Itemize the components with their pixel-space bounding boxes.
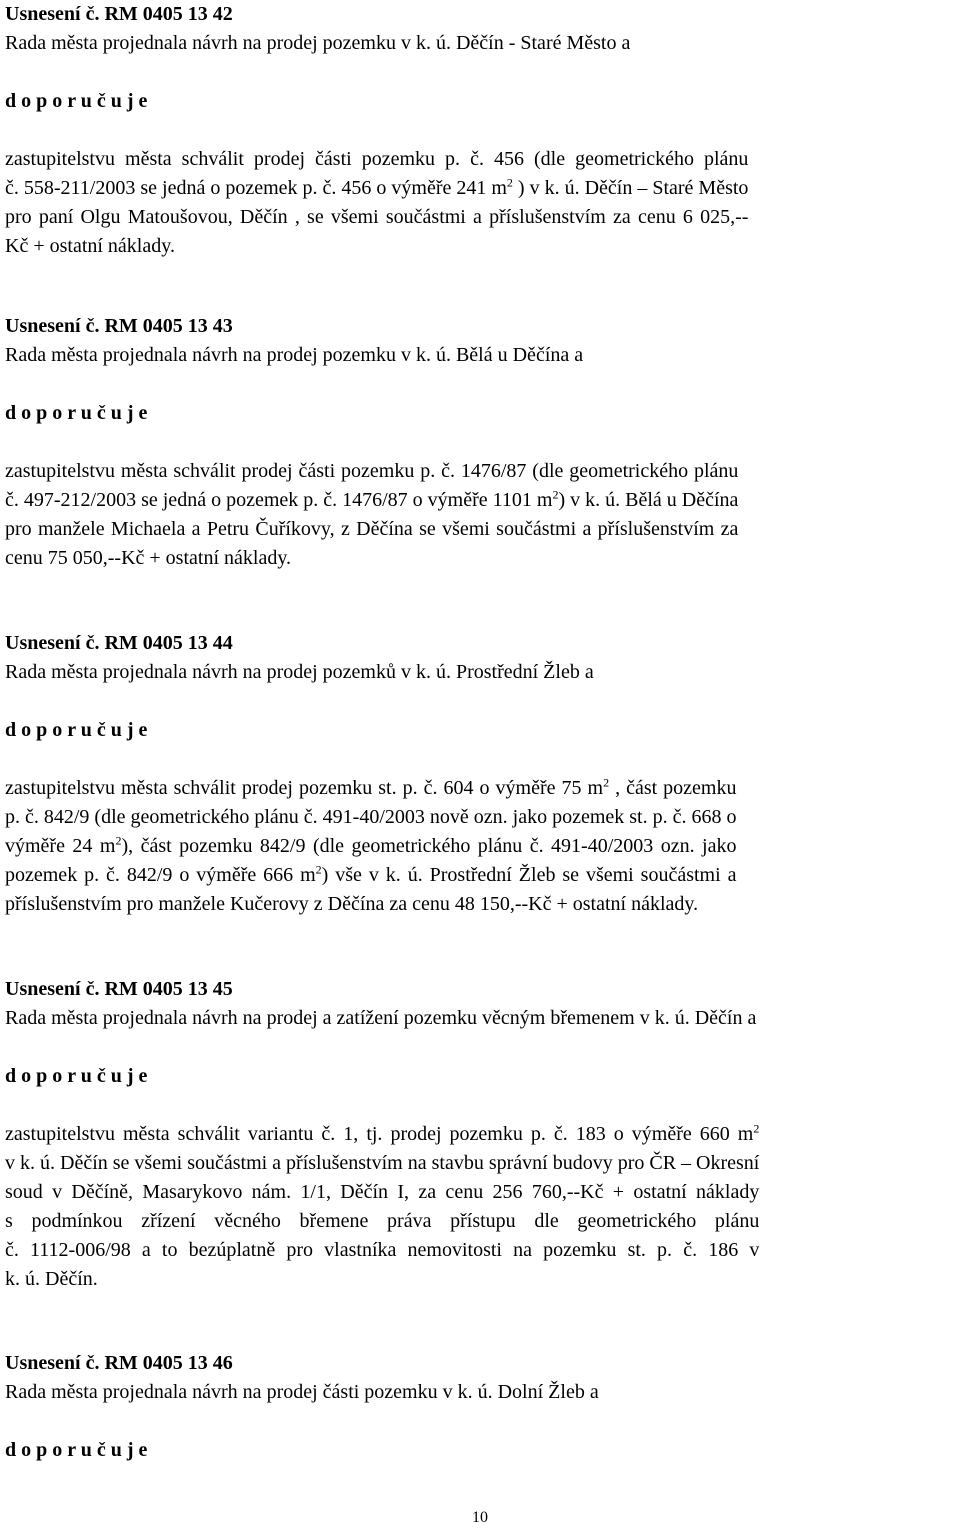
body-line: p. č. 842/9 (dle geometrického plánu č. 491-40/2003 nově ozn. jako pozemek st. p. č. 668 o — [5, 806, 737, 828]
body-line: v k. ú. Děčín se všemi součástmi a příslušenstvím na stavbu správní budovy pro ČR – Okresní — [5, 1152, 760, 1174]
resolution-46 — [5, 1349, 599, 1465]
body-line: soud v Děčíně, Masarykovo nám. 1/1, Děčín I, za cenu 256 760,--Kč + ostatní náklady — [5, 1181, 760, 1203]
resolution-intro: Rada města projednala návrh na prodej pozemku v k. ú. Děčín - Staré Město a — [5, 32, 631, 54]
body-line: příslušenstvím pro manžele Kučerovy z Děčína za cenu 48 150,--Kč + ostatní náklady. — [5, 893, 699, 915]
recommend-label: d o p o r u č u j e — [5, 719, 148, 741]
body-line: pro manžele Michaela a Petru Čuříkovy, z Děčína se všemi součástmi a příslušenstvím za — [5, 518, 739, 540]
resolution-intro: Rada města projednala návrh na prodej pozemků v k. ú. Prostřední Žleb a — [5, 661, 594, 683]
resolution-body — [5, 774, 736, 919]
resolution-45 — [5, 975, 759, 1294]
page-number: 10 — [472, 1509, 488, 1526]
body-line: Kč + ostatní náklady. — [5, 235, 175, 257]
resolution-43 — [5, 312, 738, 573]
recommend-label: d o p o r u č u j e — [5, 90, 148, 112]
resolution-intro: Rada města projednala návrh na prodej a zatížení pozemku věcným břemenem v k. ú. Děčín a — [5, 1007, 757, 1029]
body-line: pro paní Olgu Matoušovou, Děčín , se všemi součástmi a příslušenstvím za cenu 6 025,-- — [5, 206, 749, 228]
resolution-heading: Usnesení č. RM 0405 13 43 — [5, 315, 233, 337]
recommend-label: d o p o r u č u j e — [5, 1439, 148, 1461]
resolution-heading: Usnesení č. RM 0405 13 42 — [5, 3, 233, 25]
resolution-44 — [5, 629, 736, 919]
body-line: cenu 75 050,--Kč + ostatní náklady. — [5, 547, 292, 569]
body-line: zastupitelstvu města schválit prodej části pozemku p. č. 1476/87 (dle geometrického plánu — [5, 460, 739, 482]
resolution-body — [5, 145, 748, 261]
resolution-body — [5, 1120, 759, 1294]
resolution-heading: Usnesení č. RM 0405 13 44 — [5, 632, 233, 654]
body-line: č. 1112-006/98 a to bezúplatně pro vlastníka nemovitosti na pozemku st. p. č. 186 v — [5, 1239, 760, 1261]
resolution-heading: Usnesení č. RM 0405 13 45 — [5, 978, 233, 1000]
recommend-label: d o p o r u č u j e — [5, 402, 148, 424]
body-line: k. ú. Děčín. — [5, 1268, 98, 1290]
body-line: s podmínkou zřízení věcného břemene práva přístupu dle geometrického plánu — [5, 1210, 760, 1232]
resolution-intro: Rada města projednala návrh na prodej části pozemku v k. ú. Dolní Žleb a — [5, 1381, 599, 1403]
body-line: výměře 24 $m^2$), část pozemku 842/9 (dle geometrického plánu č. 491-40/2003 ozn. jako — [5, 833, 737, 857]
body-line: zastupitelstvu města schválit variantu č. 1, tj. prodej pozemku p. č. 183 o výměře 660 $m^2$ — [5, 1121, 760, 1145]
resolution-body — [5, 457, 738, 573]
body-line: zastupitelstvu města schválit prodej pozemku st. p. č. 604 o výměře 75 $m^2$ , část pozemku — [5, 775, 737, 799]
resolution-intro: Rada města projednala návrh na prodej pozemku v k. ú. Bělá u Děčína a — [5, 344, 584, 366]
body-line: č. 558-211/2003 se jedná o pozemek p. č. 456 o výměře 241 $m^2$ ) v k. ú. Děčín – Staré Město — [5, 175, 749, 199]
resolution-42 — [5, 0, 748, 261]
body-line: pozemek p. č. 842/9 o výměře 666 $m^2$) vše v k. ú. Prostřední Žleb se všemi součástmi a — [5, 862, 737, 886]
body-line: č. 497-212/2003 se jedná o pozemek p. č. 1476/87 o výměře 1101 $m^2$) v k. ú. Bělá u Děčína — [5, 487, 739, 511]
resolution-heading: Usnesení č. RM 0405 13 46 — [5, 1352, 233, 1374]
recommend-label: d o p o r u č u j e — [5, 1065, 148, 1087]
body-line: zastupitelstvu města schválit prodej části pozemku p. č. 456 (dle geometrického plánu — [5, 148, 749, 170]
